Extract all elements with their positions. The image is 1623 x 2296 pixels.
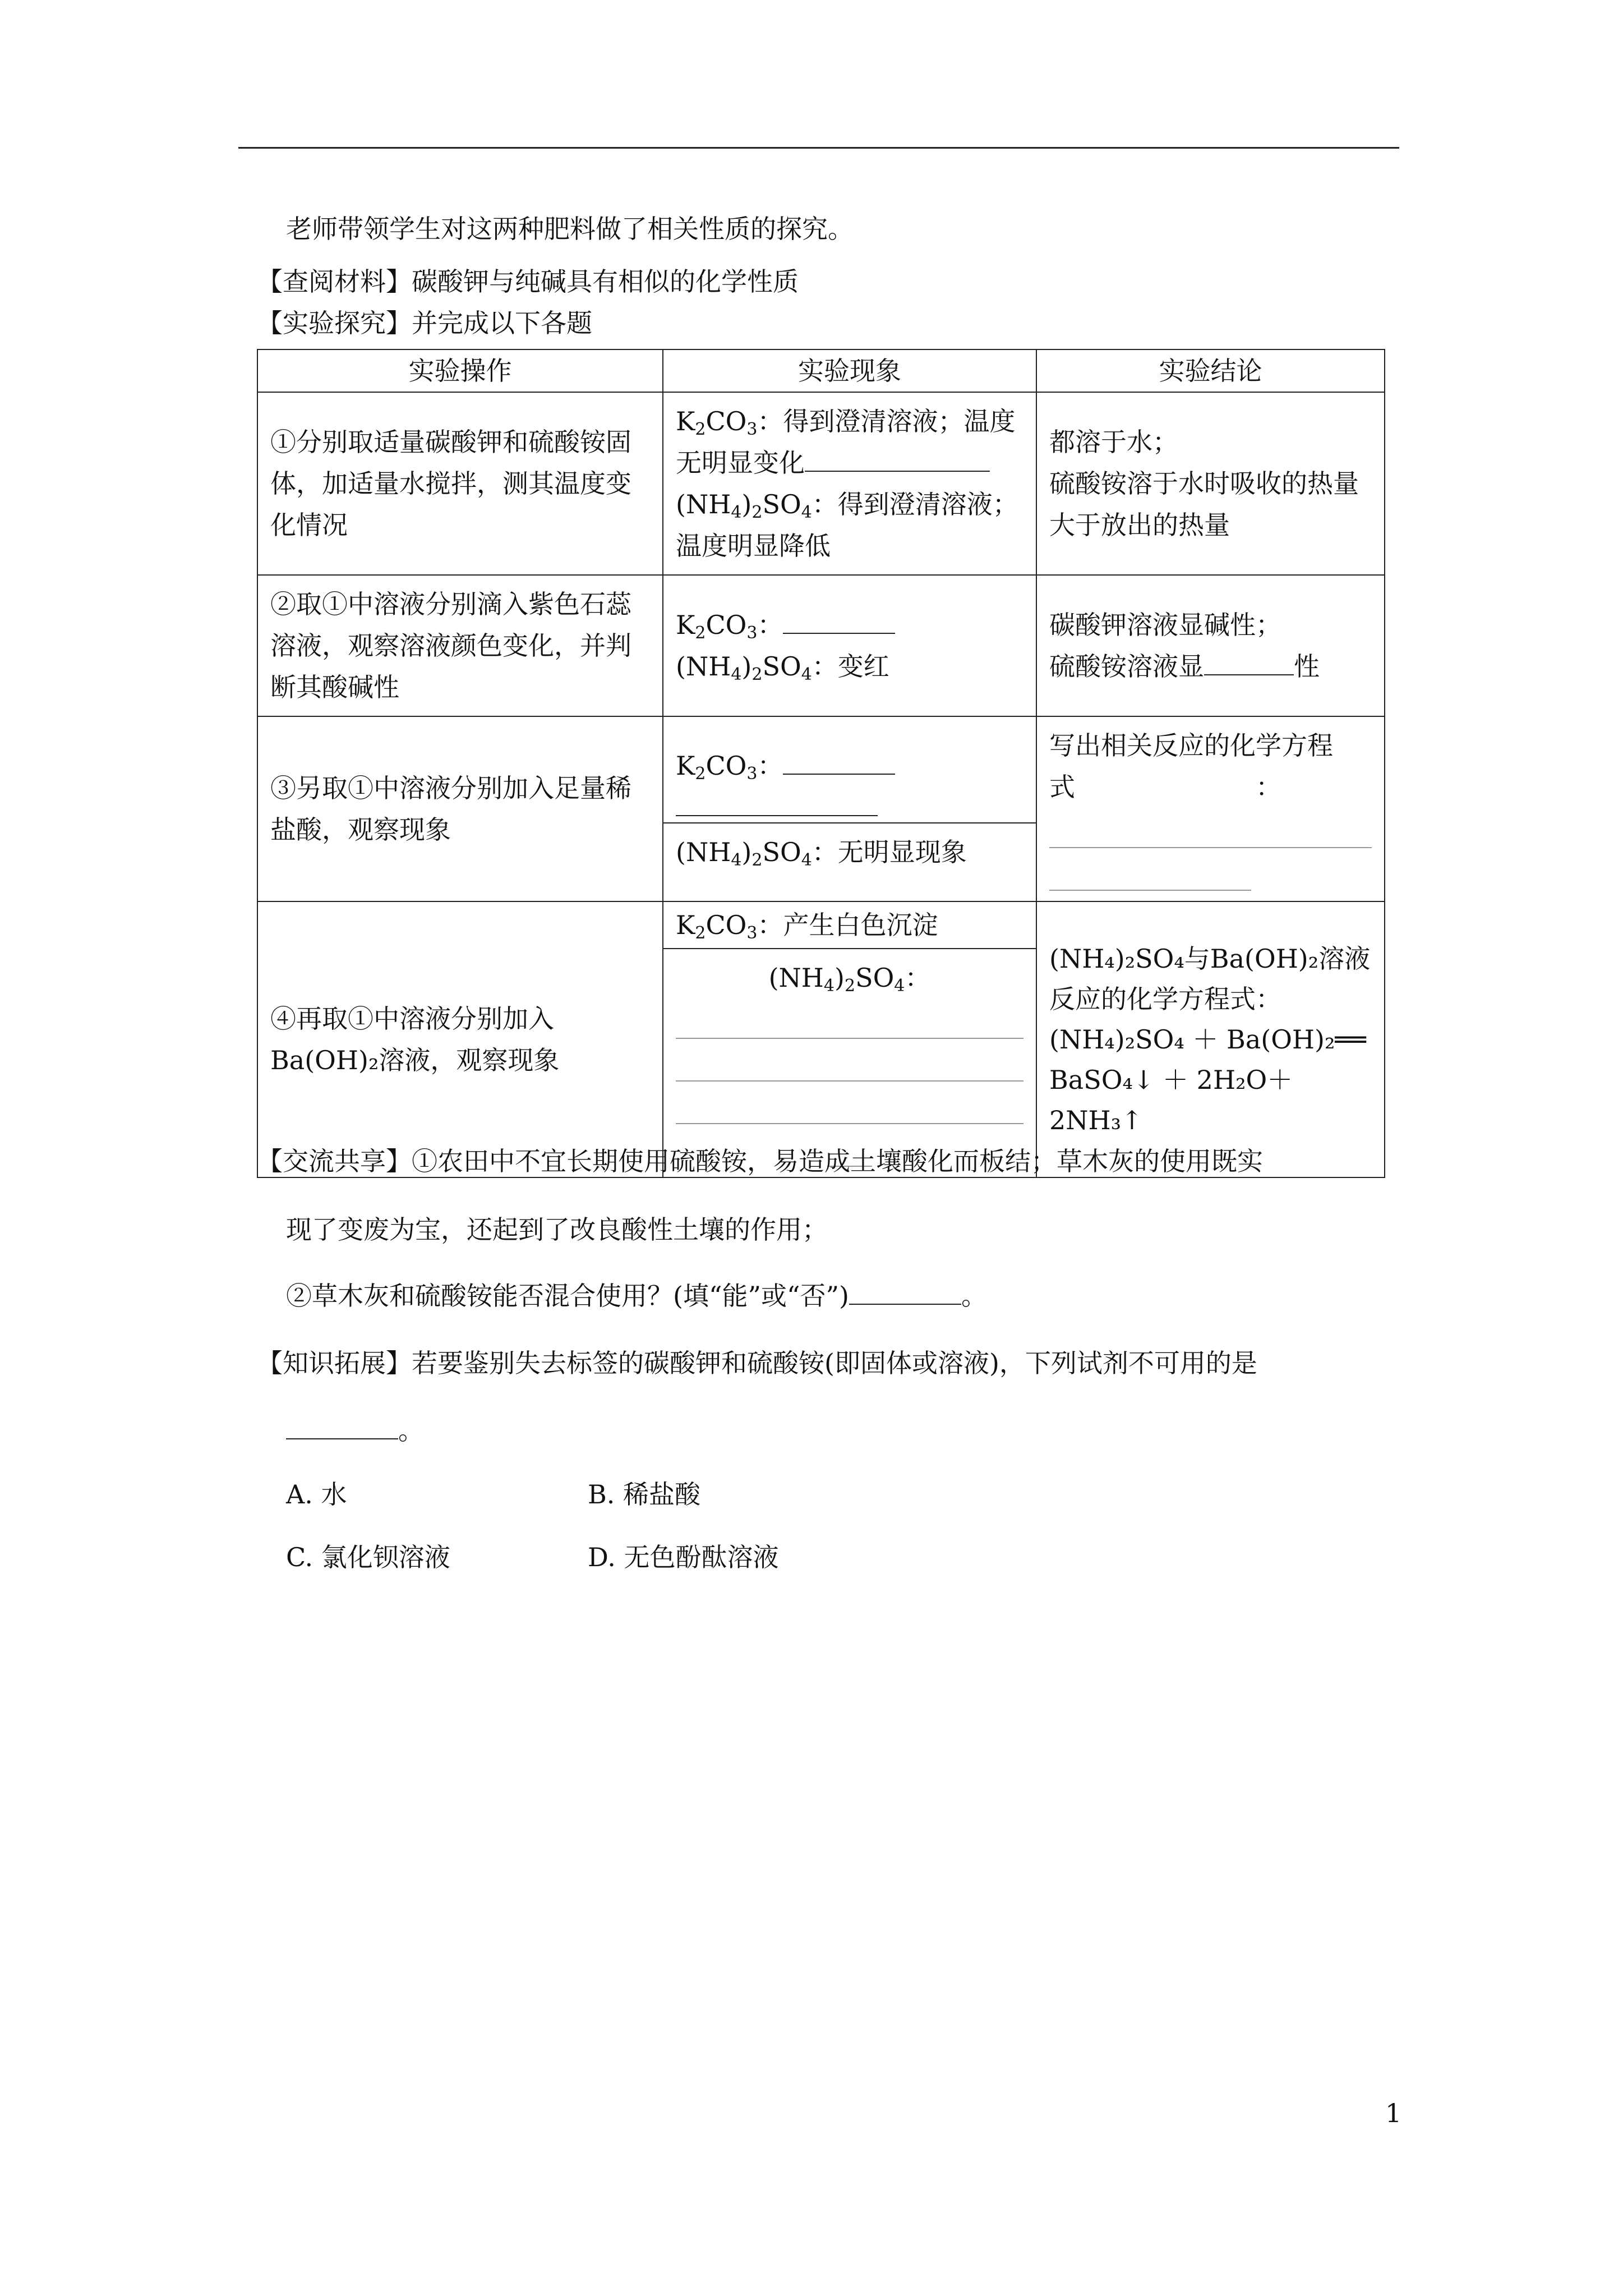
extend-line: 【知识拓展】若要鉴别失去标签的碳酸钾和硫酸铵(即固体或溶液)，下列试剂不可用的是	[257, 1348, 1257, 1378]
row3-equation-blank-2[interactable]	[1049, 850, 1251, 891]
option-d[interactable]: D. 无色酚酞溶液	[588, 1542, 779, 1572]
option-b[interactable]: B. 稀盐酸	[588, 1479, 701, 1510]
intro-text: 老师带领学生对这两种肥料做了相关性质的探究。	[286, 214, 854, 244]
row1-blank[interactable]	[805, 446, 990, 472]
row3-operation: ③另取①中溶液分别加入足量稀盐酸，观察现象	[257, 716, 663, 901]
share-line-1: 【交流共享】①农田中不宜长期使用硫酸铵，易造成土壤酸化而板结；草木灰的使用既实	[257, 1146, 1263, 1176]
extend-answer-line: 。	[286, 1414, 424, 1447]
option-a[interactable]: A. 水	[286, 1479, 347, 1510]
row3-conclusion: 写出相关反应的化学方程式 ：	[1036, 716, 1385, 901]
row4-blank-2[interactable]	[676, 1041, 1023, 1082]
row4-operation: ④再取①中溶液分别加入Ba(OH)₂溶液，观察现象	[257, 901, 663, 1177]
row3-blank-k1[interactable]	[783, 749, 895, 775]
row4-blank-3[interactable]	[676, 1084, 1023, 1124]
table-row	[257, 392, 1385, 575]
row2-operation: ②取①中溶液分别滴入紫色石蕊溶液，观察溶液颜色变化，并判断其酸碱性	[257, 575, 663, 716]
table-row	[257, 575, 1385, 716]
extend-answer-blank[interactable]	[286, 1414, 398, 1439]
row4-conclusion: (NH₄)₂SO₄与Ba(OH)₂溶液反应的化学方程式：(NH₄)₂SO₄ ＋ Ba(OH)₂══ BaSO₄↓ ＋ 2H₂O＋2NH₃↑	[1036, 901, 1385, 1177]
materials-text: 【查阅材料】碳酸钾与纯碱具有相似的化学性质	[257, 266, 799, 297]
header-phenomenon: 实验现象	[663, 349, 1036, 392]
table-header-row	[257, 349, 1385, 392]
explore-text: 【实验探究】并完成以下各题	[257, 308, 592, 338]
row4-phenomenon: $K_2CO_3$：产生白色沉淀 $(NH_4)_2SO_4$：	[663, 901, 1036, 1177]
share-line-2: 现了变废为宝，还起到了改良酸性土壤的作用；	[286, 1214, 828, 1245]
share-line-3: ②草木灰和硫酸铵能否混合使用？(填“能”或“否”) 。	[286, 1279, 987, 1313]
row4-blank-1[interactable]	[676, 999, 1023, 1039]
row1-phen-k: $K_2CO_3$：得到澄清溶液；温度无明显变化	[676, 406, 1016, 478]
row1-phen-n: $(NH_4)_2SO_4$：得到澄清溶液；温度明显降低	[676, 489, 1018, 561]
row2-phenomenon: $K_2CO_3$： $(NH_4)_2SO_4$：变红	[663, 575, 1036, 716]
experiment-table	[257, 349, 1385, 1178]
row2-blank-acidity[interactable]	[1204, 650, 1294, 675]
table-row	[257, 716, 1385, 901]
row1-operation: ①分别取适量碳酸钾和硫酸铵固体，加适量水搅拌，测其温度变化情况	[257, 392, 663, 575]
header-rule	[238, 147, 1399, 149]
row1-conclusion: 都溶于水； 硫酸铵溶于水时吸收的热量大于放出的热量	[1036, 392, 1385, 575]
header-operation: 实验操作	[257, 349, 663, 392]
page-number: 1	[1385, 2098, 1402, 2128]
row3-phenomenon: $K_2CO_3$： $(NH_4)_2SO_4$：无明显现象	[663, 716, 1036, 901]
row2-conclusion: 碳酸钾溶液显碱性； 硫酸铵溶液显 性	[1036, 575, 1385, 716]
row3-blank-k2[interactable]	[676, 790, 878, 816]
header-conclusion: 实验结论	[1036, 349, 1385, 392]
share-answer-blank[interactable]	[849, 1279, 961, 1305]
row1-phenomenon	[663, 392, 1036, 575]
option-c[interactable]: C. 氯化钡溶液	[286, 1542, 450, 1572]
row3-equation-blank-1[interactable]	[1049, 808, 1372, 848]
table-row	[257, 901, 1385, 1177]
row2-blank-k[interactable]	[783, 608, 895, 634]
